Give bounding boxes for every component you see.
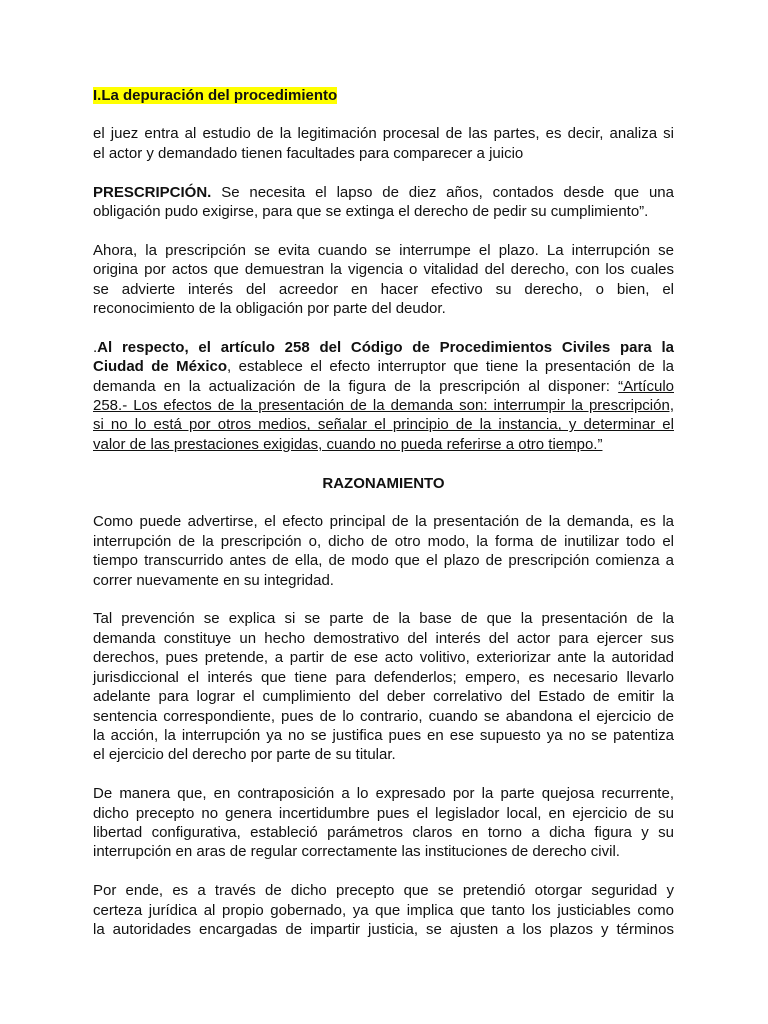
paragraph-contraposicion: [93, 784, 674, 862]
bold-reference: Ciudad de México: [93, 358, 228, 376]
text-line: Tal prevención se explica si se parte de la base de que la presentación de la: [93, 610, 674, 628]
text-line: obligación pudo exigirse, para que se extinga el derecho de pedir su cumplimiento”.: [93, 203, 649, 221]
text-span: demanda en la actualización de la figura de la prescripción al disponer:: [93, 377, 619, 395]
underlined-quote: 258.- Los efectos de la presentación de la demanda son: interrumpir la prescripción,: [93, 397, 674, 415]
underlined-quote: valor de las prestaciones exigidas, cuando no pueda referirse a otro tiempo.”: [93, 435, 603, 453]
paragraph-articulo-258: [93, 338, 674, 454]
paragraph-prescripcion: [93, 183, 674, 222]
text-line: jurisdiccional el interés que tiene para defenderlos; empero, es necesario llevarlo: [93, 668, 674, 686]
text-line: [93, 377, 674, 396]
text-line: demanda constituye un hecho demostrativo del interés del actor para ejercer sus: [93, 629, 674, 647]
text-line: origina por actos que demuestran la vigencia o vitalidad del derecho, con los cuales: [93, 261, 674, 279]
paragraph-efecto-principal: [93, 512, 674, 590]
text-line: [93, 183, 674, 202]
paragraph-legitimacion: [93, 124, 674, 163]
text-line: correr nuevamente en su integridad.: [93, 571, 334, 589]
text-line: [93, 338, 674, 357]
text-line: la acción, la interrupción ya no se justifica pues en ese supuesto ya no se patentiza: [93, 726, 674, 744]
text-line: certeza jurídica al propio gobernado, ya que implica que tanto los justiciables como: [93, 901, 674, 919]
text-span: .: [93, 338, 98, 356]
text-line: se advierte interés del acreedor en hacer efectivo su derecho, o bien, el: [93, 280, 674, 298]
highlighted-heading-text: I.La depuración del procedimiento: [93, 87, 338, 104]
text-line: interrupción de la prescripción o, dicho de otro modo, la forma de inutilizar todo el: [93, 532, 674, 550]
paragraph-interrupcion: [93, 241, 674, 319]
text-line: interrupción en aras de regular correctamente las instituciones de derecho civil.: [93, 843, 620, 861]
section-title: RAZONAMIENTO: [322, 474, 445, 492]
text-line: adelante para lograr el cumplimiento del deber correlativo del Estado de emitir la: [93, 688, 674, 706]
text-line: Como puede advertirse, el efecto principal de la presentación de la demanda, es la: [93, 513, 674, 531]
text-line: Ahora, la prescripción se evita cuando se interrumpe el plazo. La interrupción se: [93, 241, 674, 259]
document-body: [93, 86, 674, 959]
text-span: Se necesita el lapso de diez años, contados desde que una: [211, 183, 674, 201]
bold-reference: Al respecto, el artículo 258 del Código de Procedimientos Civiles para la: [97, 338, 674, 356]
paragraph-por-ende: [93, 881, 674, 939]
text-line: [93, 415, 674, 434]
text-line: el actor y demandado tienen facultades para comparecer a juicio: [93, 144, 524, 162]
text-line: [93, 435, 674, 454]
text-line: [93, 396, 674, 415]
paragraph-prevencion: [93, 609, 674, 764]
underlined-quote: si no lo está por otros medios, señalar el principio de la instancia, y determinar el: [93, 416, 674, 434]
text-line: reconocimiento de la obligación por parte del deudor.: [93, 300, 446, 318]
text-line: libertad configurativa, estableció parámetros claros en torno a dicha figura y su: [93, 823, 674, 841]
text-line: derechos, pues pretende, a partir de ese acto volitivo, exteriorizar ante la autoridad: [93, 649, 674, 667]
text-line: el juez entra al estudio de la legitimación procesal de las partes, es decir, analiza si: [93, 125, 674, 143]
text-line: dicho precepto no genera incertidumbre pues el legislador local, en ejercicio de su: [93, 804, 674, 822]
text-line: tiempo transcurrido antes de ella, de modo que el plazo de prescripción comienza a: [93, 552, 674, 570]
text-line: De manera que, en contraposición a lo expresado por la parte quejosa recurrente,: [93, 785, 674, 803]
text-line: Por ende, es a través de dicho precepto que se pretendió otorgar seguridad y: [93, 882, 674, 900]
text-line: el ejercicio del derecho por parte de su titular.: [93, 746, 396, 764]
text-line: sentencia correspondiente, pues de lo contrario, cuando se abandona el ejercicio de: [93, 707, 674, 725]
section-heading: [93, 86, 674, 105]
bold-term: PRESCRIPCIÓN.: [93, 183, 212, 201]
text-span: , establece el efecto interruptor que tiene la presentación de la: [227, 358, 674, 376]
text-line: la autoridades encargadas de impartir justicia, se ajusten a los plazos y términos: [93, 920, 674, 938]
underlined-quote: “Artículo: [618, 377, 674, 395]
text-line: [93, 357, 674, 376]
